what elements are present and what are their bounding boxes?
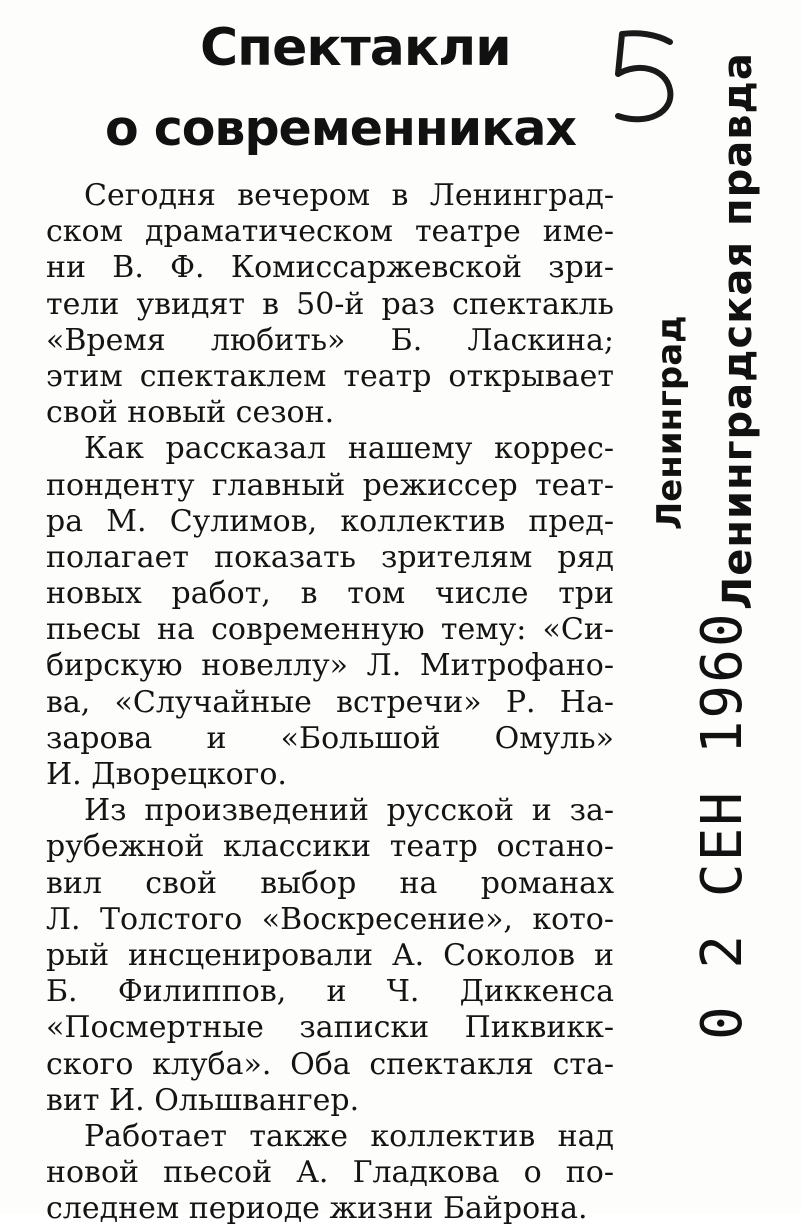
article-line: «Посмертные записки Пиквикк- xyxy=(46,1010,614,1046)
article-line: Л. Толстого «Воскресение», кото- xyxy=(46,901,614,937)
headline-line-1: Спектакли xyxy=(200,18,511,78)
stamp-city: Ленинград xyxy=(650,315,690,530)
article-line: новой пьесой А. Гладкова о по- xyxy=(46,1155,614,1191)
article-line: ском драматическом театре име- xyxy=(46,214,614,250)
article-line: зарова и «Большой Омуль» xyxy=(46,720,614,756)
handwritten-page-number xyxy=(608,28,688,128)
article-line: Сегодня вечером в Ленинград- xyxy=(84,178,614,213)
article-line: Из произведений русской и за- xyxy=(84,793,614,829)
article-line: ва, «Случайные встречи» Р. На- xyxy=(46,684,614,720)
article-line: ни В. Ф. Комиссаржевской зри- xyxy=(46,250,614,286)
article-line: пьесы на современную тему: «Си- xyxy=(46,612,614,648)
article-line: ского клуба». Оба спектакля ста- xyxy=(46,1046,614,1082)
article-line: Работает также коллектив над xyxy=(84,1118,614,1154)
article-line: этим спектаклем театр открывает xyxy=(46,358,614,394)
article-line: тели увидят в 50-й раз спектакль xyxy=(46,286,614,322)
article-line: рый инсценировали А. Соколов и xyxy=(46,937,614,973)
article-line: свой новый сезон. xyxy=(46,395,335,431)
article-line: И. Дворецкого. xyxy=(46,757,287,792)
article-line: вит И. Ольшвангер. xyxy=(46,1082,360,1118)
article-line: понденту главный режиссер теат- xyxy=(46,467,614,503)
stamp-newspaper-name: Ленинградская правда xyxy=(715,52,761,610)
article-line: новых работ, в том числе три xyxy=(46,576,614,612)
headline-line-2: о современниках xyxy=(105,100,577,157)
article-line: полагает показать зрителям ряд xyxy=(46,539,614,575)
article-line: Как рассказал нашему коррес- xyxy=(84,431,614,467)
article-line: следнем периоде жизни Байрона. xyxy=(46,1191,588,1227)
article-line: вил свой выбор на романах xyxy=(46,865,614,901)
article-line: бирскую новеллу» Л. Митрофано- xyxy=(46,648,614,684)
article-line: «Время любить» Б. Ласкина; xyxy=(46,322,614,358)
article-line: рубежной классики театр остано- xyxy=(46,829,614,865)
article-body xyxy=(46,178,614,1227)
stamp-date: 0 2 СЕН 1960 xyxy=(690,611,755,1040)
article-line: Б. Филиппов, и Ч. Диккенса xyxy=(46,974,614,1010)
article-line: ра М. Сулимов, коллектив пред- xyxy=(46,503,614,539)
